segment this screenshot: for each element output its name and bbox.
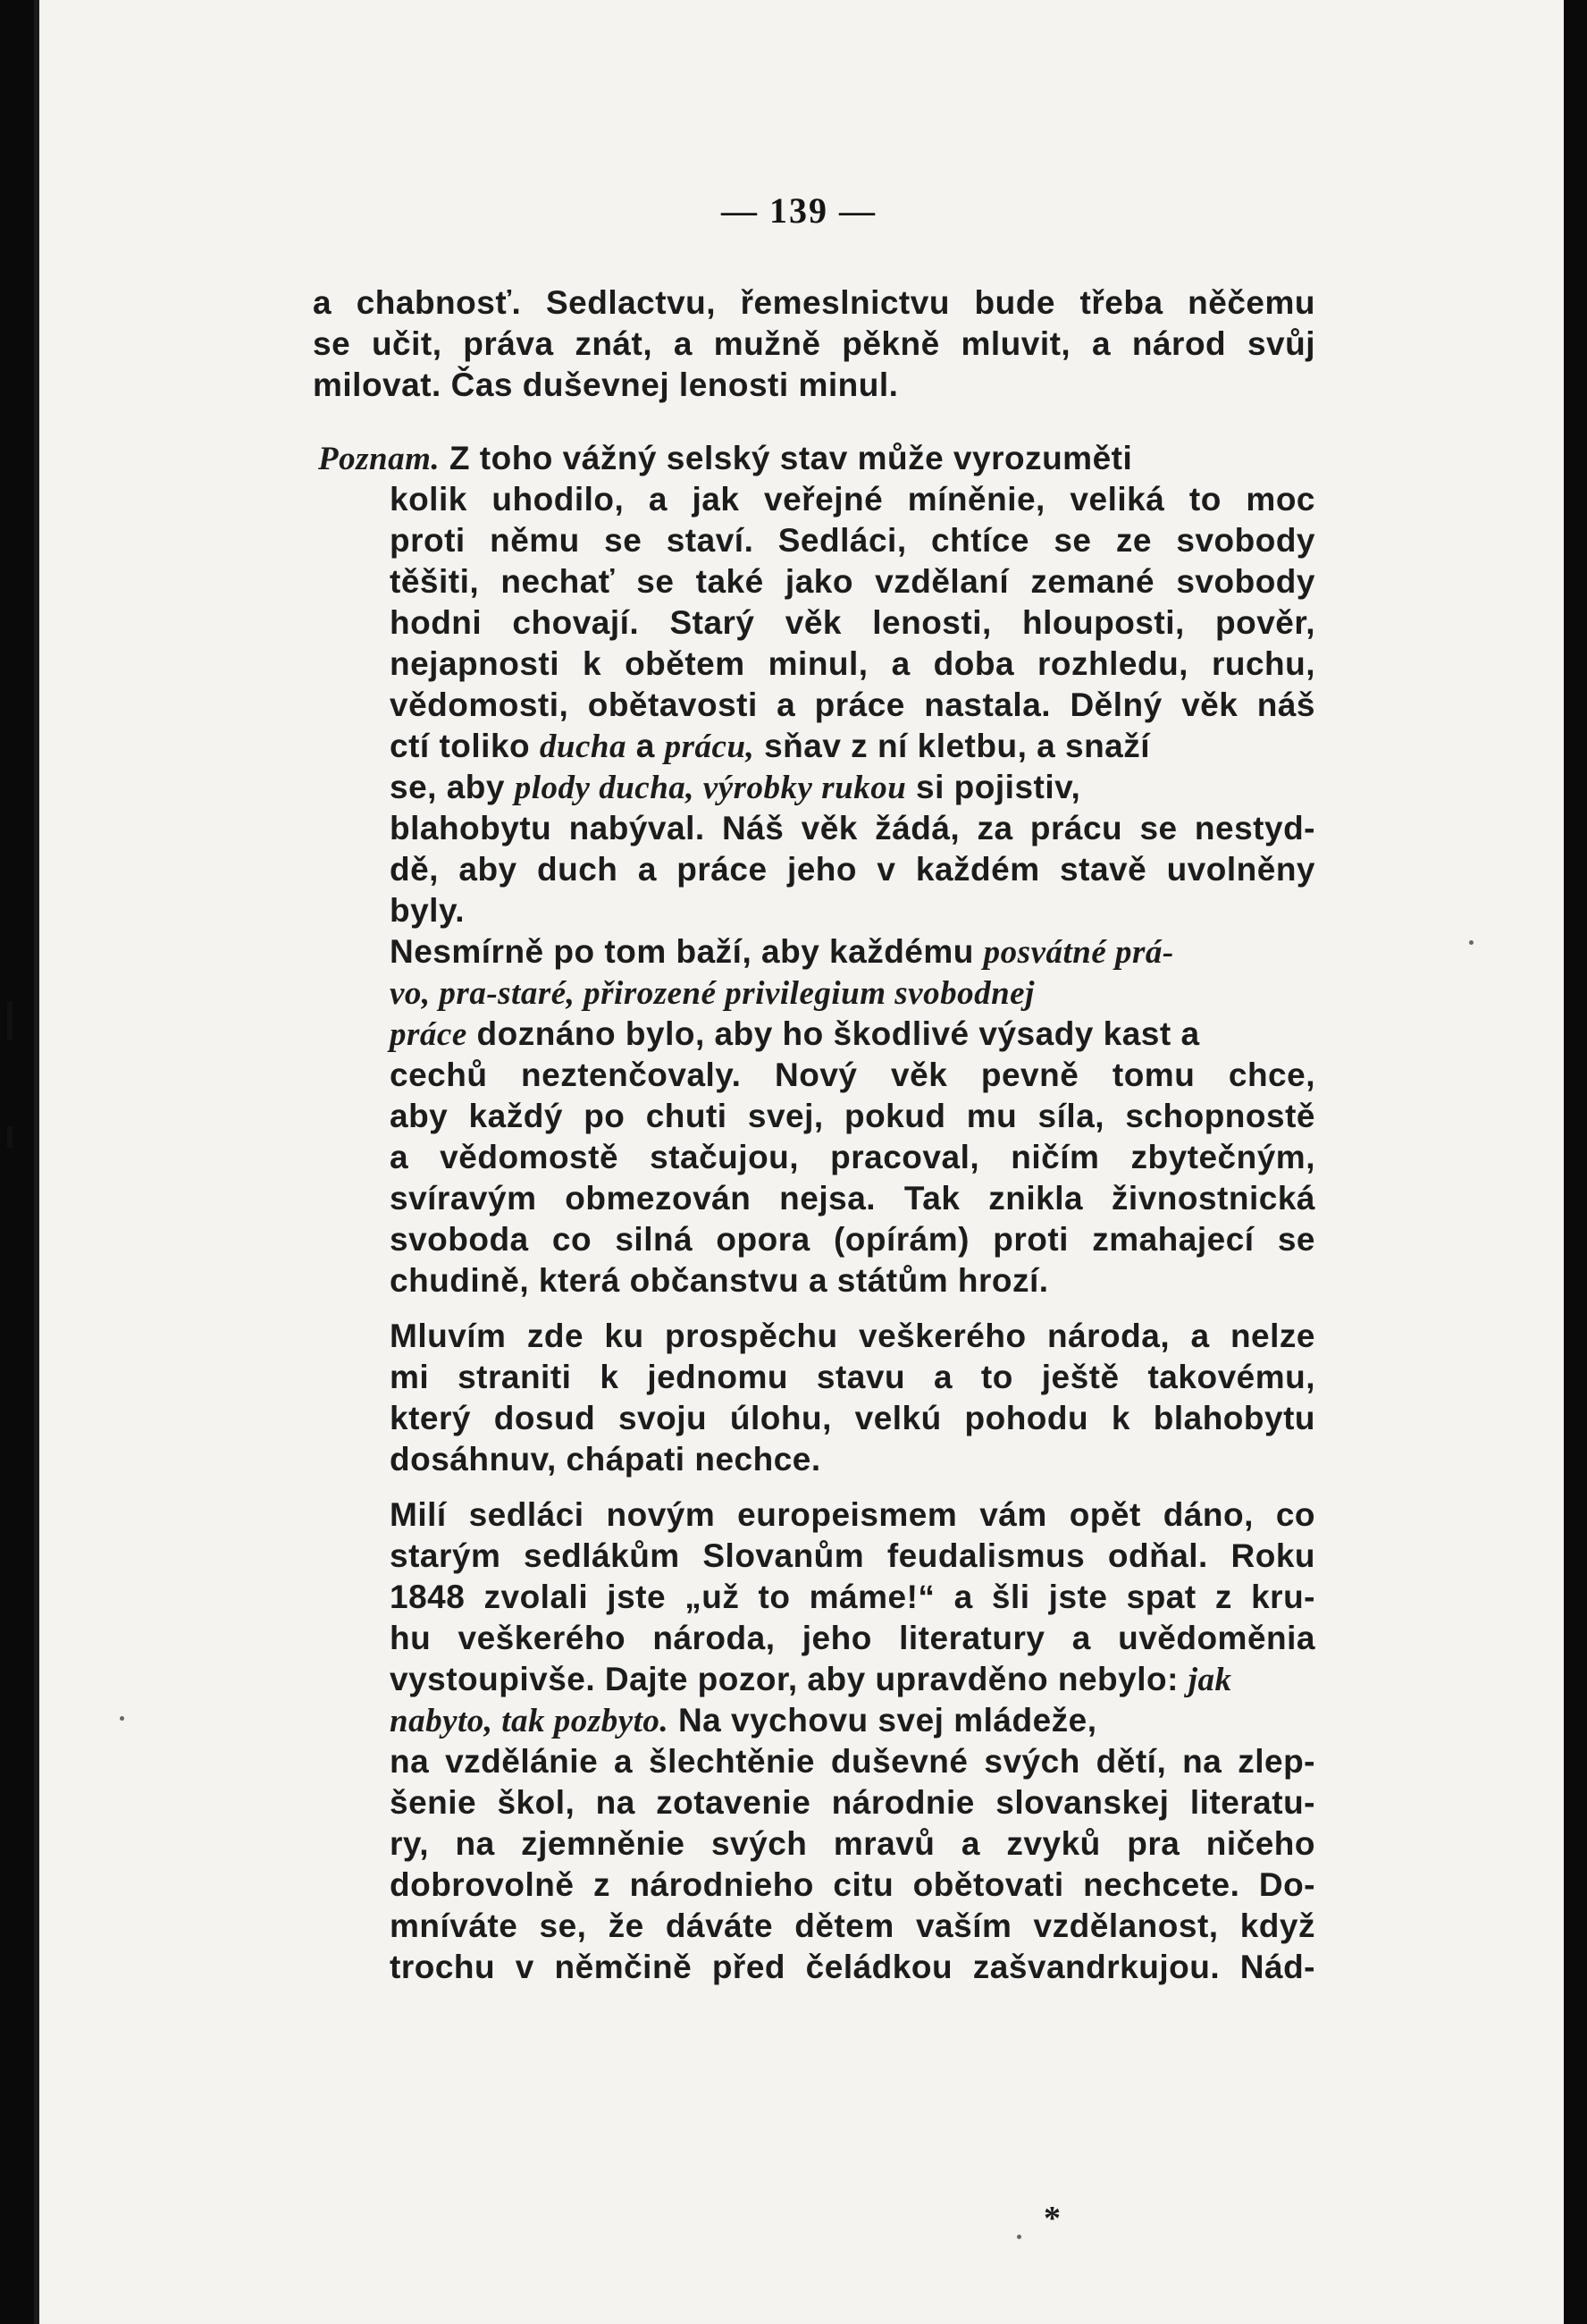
text-line: na vzdělánie a šlechtěnie duševné svých dětí, na zlep- [390,1743,1315,1780]
text-line: chudině, která občanstvu a státům hrozí. [390,1262,1049,1299]
text-line [390,769,1080,807]
emphasis: vo, pra-staré, přirozené privilegium svobodnej [390,975,1035,1012]
text-line [318,440,1315,478]
text-line: aby každý po chuti svej, pokud mu síla, schopnostě [390,1098,1315,1134]
footnote-mark: * [1044,2200,1061,2237]
spine-mark [7,1126,13,1148]
text-line: dosáhnuv, chápati nechce. [390,1441,821,1478]
text-span: doznáno bylo, aby ho škodlivé výsady kast a [476,1015,1200,1052]
text-line: 1848 zvolali jste „už to máme!“ a šli jste spat z kru- [390,1579,1315,1615]
text-line: se učit, práva znát, a mužně pěkně mluvit, a národ svůj [313,325,1315,362]
emphasis: jak [1188,1662,1232,1698]
text-line: nejapnosti k obětem minul, a doba rozhledu, ruchu, [390,645,1315,682]
text-line: proti němu se staví. Sedláci, chtíce se ze svobody [390,522,1315,559]
text-line: který dosud svoju úlohu, velkú pohodu k blahobytu [390,1400,1315,1436]
text-line: dobrovolně z národnieho citu obětovati nechcete. Do- [390,1866,1315,1903]
text-line: ry, na zjemněnie svých mravů a zvyků pra ničeho [390,1825,1315,1862]
text-line [390,1702,1097,1740]
text-line: blahobytu nabýval. Náš věk žádá, za prácu se nestyd- [390,810,1315,846]
emphasis: ducha [539,728,626,765]
speck [1017,2235,1021,2239]
text-line: těšiti, nechať se také jako vzdělaní zemané svobody [390,563,1315,600]
text-span: Nesmírně po tom baží, aby každému [390,933,974,970]
text-span: Na vychovu svej mládeže, [677,1702,1097,1739]
text-line: kolik uhodilo, a jak veřejné míněnie, veliká to moc [390,481,1315,518]
speck [120,1716,124,1721]
text-line [390,974,1035,1013]
note-label: Poznam. [318,441,441,477]
text-line [390,933,1174,972]
text-line: a chabnosť. Sedlactvu, řemeslnictvu bude třeba něčemu [313,284,1315,321]
text-line: vědomosti, obětavosti a práce nastala. Dělný věk náš [390,686,1315,723]
spine-mark [7,1001,13,1040]
emphasis: nabyto, tak pozbyto. [390,1703,669,1739]
text-line: šenie škol, na zotavenie národnie slovanskej literatu- [390,1784,1315,1821]
text-line: svíravým obmezován nejsa. Tak znikla živnostnická [390,1180,1315,1217]
text-span: sňav z ní kletbu, a snaží [764,728,1151,764]
emphasis: práce [390,1016,467,1053]
text-line [390,1661,1231,1699]
text-line [390,728,1150,766]
text-span: si pojistiv, [916,769,1081,805]
text-line: milovat. Čas duševnej lenosti minul. [313,366,899,403]
book-page [34,0,1564,2324]
text-span: se, aby [390,769,505,805]
text-span: Z toho vážný selský stav může vyrozuměti [440,440,1133,476]
text-line: hodni chovají. Starý věk lenosti, hlouposti, pověr, [390,604,1315,641]
emphasis: prácu, [664,728,755,765]
text-line: a vědomostě stačujou, pracoval, ničím zbytečným, [390,1139,1315,1175]
text-line: dě, aby duch a práce jeho v každém stavě uvolněny [390,851,1315,888]
text-line: Milí sedláci novým europeismem vám opět dáno, co [390,1496,1315,1533]
text-line: svoboda co silná opora (opírám) proti zmahajecí se [390,1221,1315,1258]
text-line: cechů neztenčovaly. Nový věk pevně tomu chce, [390,1057,1315,1093]
text-span: ctí toliko [390,728,531,764]
speck [1469,940,1474,945]
text-span: vystoupivše. Dajte pozor, aby upravděno nebylo: [390,1661,1179,1697]
text-line: mi straniti k jednomu stavu a to ještě takovému, [390,1359,1315,1395]
page-edge [34,0,39,2324]
emphasis: posvátné prá- [983,934,1174,971]
text-span: a [635,728,655,764]
page-number: — 139 — [721,190,877,231]
text-line: starým sedlákům Slovanům feudalismus odňal. Roku [390,1537,1315,1574]
text-line: byly. [390,892,466,929]
text-line: hu veškerého národa, jeho literatury a uvědoměnia [390,1620,1315,1656]
text-line: Mluvím zde ku prospěchu veškerého národa, a nelze [390,1318,1315,1354]
emphasis: plody ducha, výrobky rukou [514,770,907,806]
text-line [390,1015,1200,1054]
text-line: trochu v němčině před čeládkou zašvandrkujou. Nád- [390,1949,1315,1985]
text-line: mníváte se, že dáváte dětem vaším vzdělanost, když [390,1907,1315,1944]
